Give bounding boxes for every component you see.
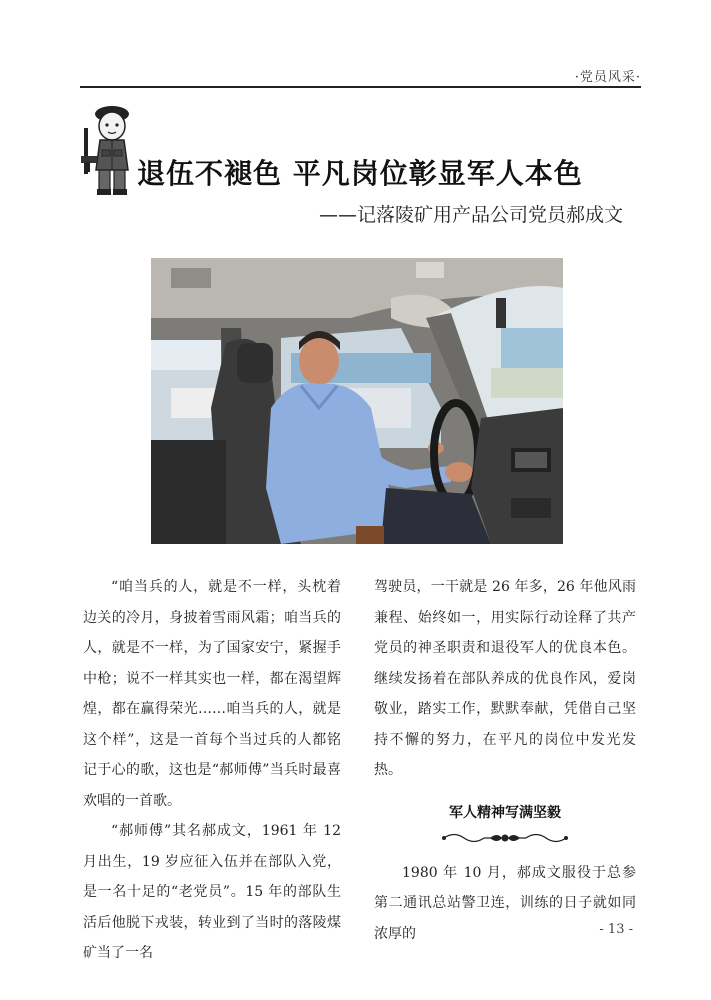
paragraph: “郝师傅”其名郝成文，1961 年 12 月出生，19 岁应征入伍并在部队入党，是一名十足的“老党员”。15 年的部队生活后他脱下戎装，转业到了当时的落陵煤矿当了一名 (83, 823, 341, 961)
paragraph: “咱当兵的人，就是不一样，头枕着边关的冷月，身披着雪雨风霜；咱当兵的人，就是不一样，为了国家安宁，紧握手中枪；说不一样其实也一样，都在渴望辉煌，都在赢得荣光……咱当兵的人，就是这个样”，这是一首每个当过兵的人都铭记于心的歌，这也是“郝师傅”当兵时最喜欢唱的一首歌。 (83, 579, 341, 809)
paragraph: 1980 年 10 月，郝成文服役于总参第二通讯总站警卫连，训练的日子就如同浓厚的 (374, 864, 636, 942)
ornament-divider-icon (440, 830, 570, 846)
header-rule (80, 86, 641, 88)
section-heading-text: 军人精神写满坚毅 (449, 804, 561, 821)
section-heading (374, 802, 636, 858)
right-column (374, 572, 636, 949)
driver-photo (151, 258, 563, 544)
paragraph-continuation: 驾驶员，一干就是 26 年多，26 年他风雨兼程、始终如一，用实际行动诠释了共产党员的神圣职责和退役军人的优良本色。继续发扬着在部队养成的优良作风，爱岗敬业，踏实工作，默默奉献，凭借自己坚持不懈的努力，在平凡的岗位中发光发热。 (374, 579, 636, 778)
article-subtitle: ——记落陵矿用产品公司党员郝成文 (318, 204, 623, 226)
article-title: 退伍不褪色 平凡岗位彰显军人本色 (137, 157, 583, 190)
soldier-mascot-icon (80, 100, 140, 200)
left-column (83, 572, 341, 969)
section-tag: ·党员风采· (574, 70, 641, 85)
page-number: - 13 - (599, 922, 633, 937)
